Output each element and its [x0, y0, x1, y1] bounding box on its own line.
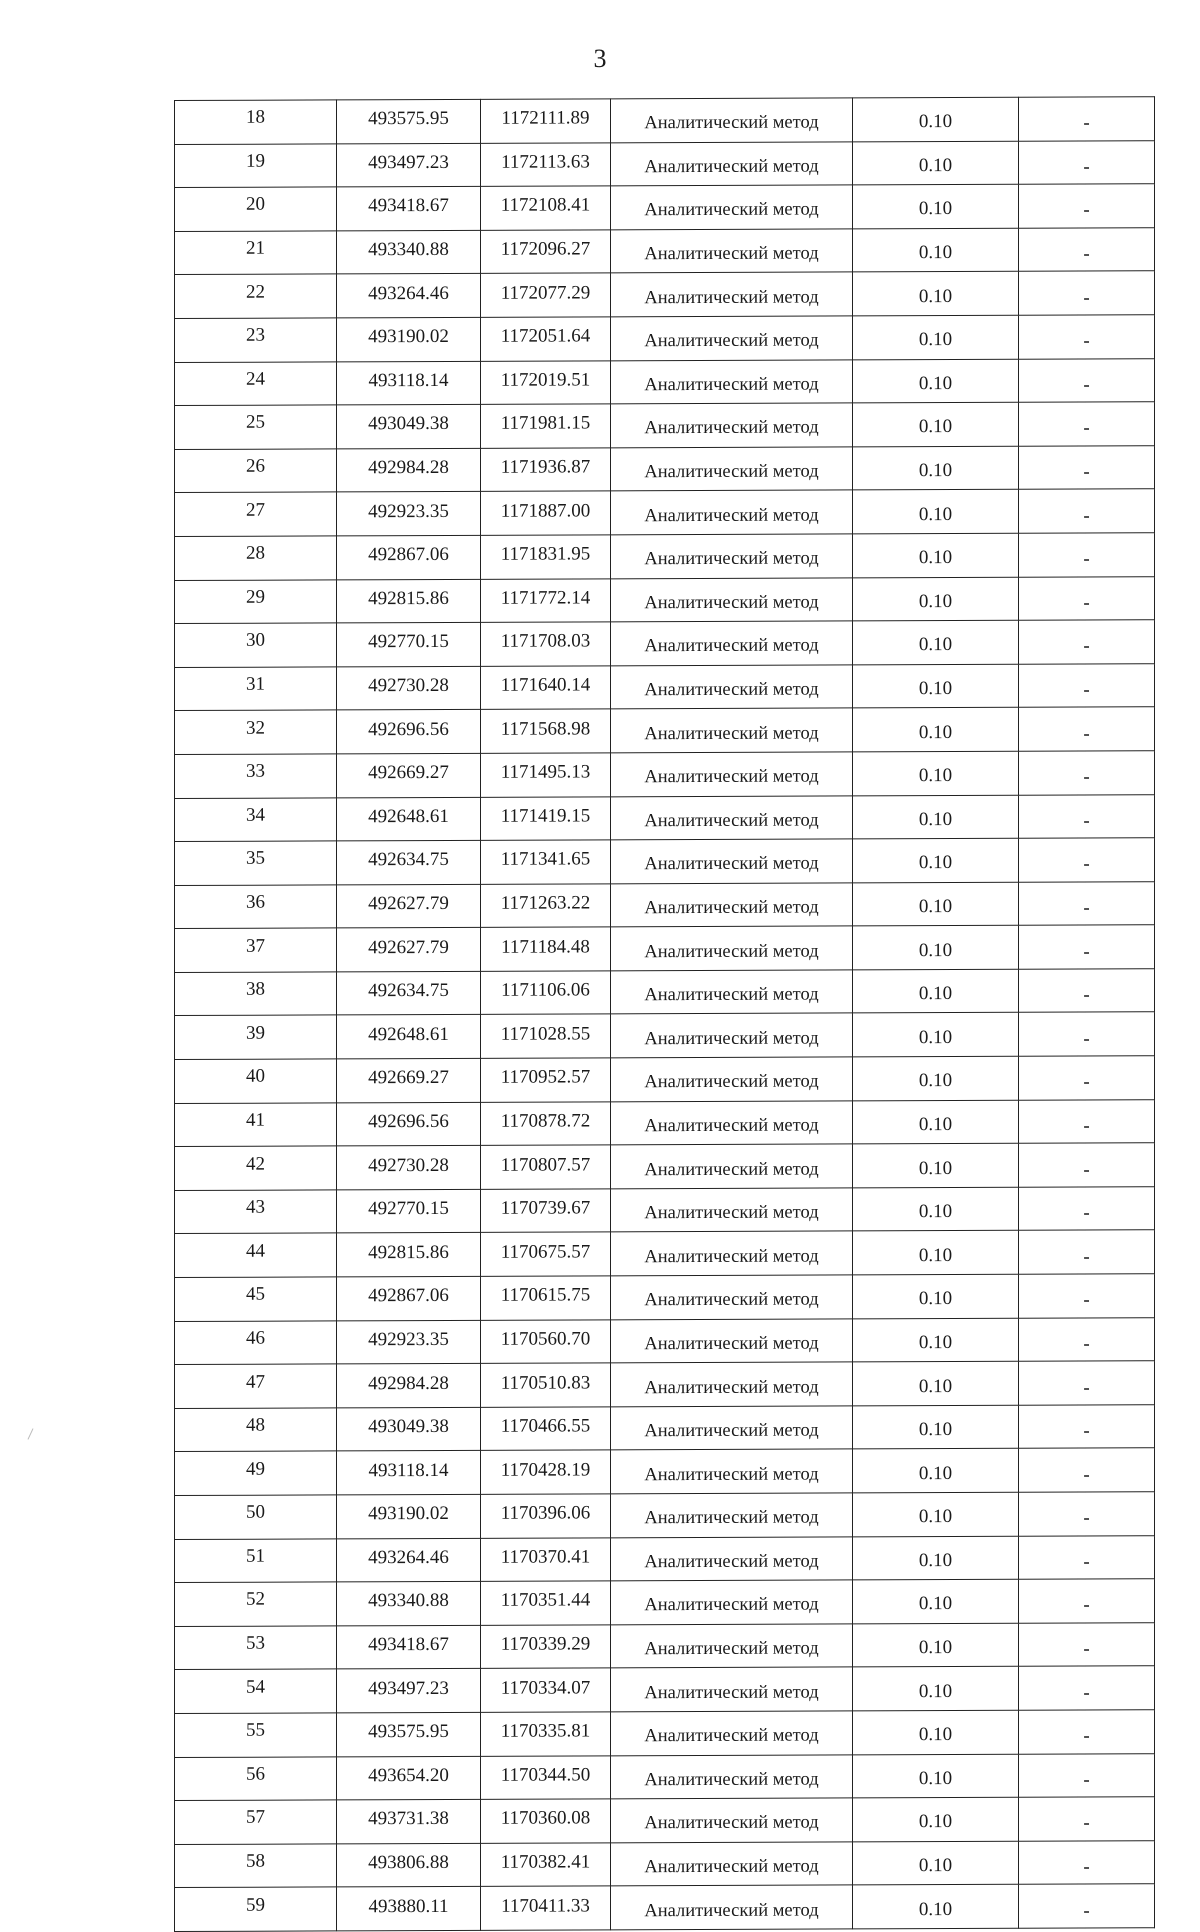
x-coordinate-cell: 492696.56 [337, 1102, 481, 1146]
method-cell: Аналитический метод [611, 272, 853, 317]
x-coordinate-cell: 493049.38 [337, 404, 481, 448]
y-coordinate-cell: 1170428.19 [481, 1450, 611, 1494]
x-coordinate-cell: 493418.67 [337, 187, 481, 231]
point-number-cell: 30 [175, 623, 337, 667]
y-coordinate-cell: 1170952.57 [481, 1058, 611, 1102]
method-cell: Аналитический метод [611, 1319, 853, 1364]
note-cell: - [1019, 1448, 1155, 1492]
note-cell: - [1019, 184, 1155, 228]
table-row [175, 1666, 1155, 1713]
method-cell: Аналитический метод [611, 141, 853, 186]
method-cell: Аналитический метод [611, 1493, 853, 1538]
table-row [175, 1448, 1155, 1495]
note-cell: - [1019, 925, 1155, 969]
table-row [175, 1623, 1155, 1670]
method-cell: Аналитический метод [611, 1536, 853, 1581]
table-row [175, 97, 1155, 144]
y-coordinate-cell: 1171640.14 [481, 666, 611, 710]
accuracy-cell: 0.10 [853, 1841, 1019, 1885]
method-cell: Аналитический метод [611, 970, 853, 1015]
x-coordinate-cell: 493190.02 [337, 1494, 481, 1538]
point-number-cell: 38 [175, 972, 337, 1016]
note-cell: - [1019, 881, 1155, 925]
point-number-cell: 31 [175, 667, 337, 711]
note-cell: - [1019, 228, 1155, 272]
note-cell: - [1019, 402, 1155, 446]
accuracy-cell: 0.10 [853, 882, 1019, 926]
point-number-cell: 22 [175, 274, 337, 318]
note-cell: - [1019, 751, 1155, 795]
accuracy-cell: 0.10 [853, 1623, 1019, 1667]
accuracy-cell: 0.10 [853, 1667, 1019, 1711]
point-number-cell: 53 [175, 1626, 337, 1670]
note-cell: - [1019, 1012, 1155, 1056]
method-cell: Аналитический метод [611, 795, 853, 840]
method-cell: Аналитический метод [611, 1057, 853, 1102]
y-coordinate-cell: 1171708.03 [481, 622, 611, 666]
y-coordinate-cell: 1171419.15 [481, 796, 611, 840]
y-coordinate-cell: 1172108.41 [481, 186, 611, 230]
table-row [175, 576, 1155, 623]
x-coordinate-cell: 492627.79 [337, 928, 481, 972]
y-coordinate-cell: 1170339.29 [481, 1625, 611, 1669]
point-number-cell: 39 [175, 1015, 337, 1059]
table-row [175, 1797, 1155, 1844]
x-coordinate-cell: 493190.02 [337, 317, 481, 361]
point-number-cell: 42 [175, 1146, 337, 1190]
accuracy-cell: 0.10 [853, 1885, 1019, 1929]
point-number-cell: 40 [175, 1059, 337, 1103]
point-number-cell: 23 [175, 318, 337, 362]
table-row [175, 1710, 1155, 1757]
y-coordinate-cell: 1171936.87 [481, 448, 611, 492]
table-row [175, 489, 1155, 536]
note-cell: - [1019, 1405, 1155, 1449]
note-cell: - [1019, 315, 1155, 359]
x-coordinate-cell: 493497.23 [337, 143, 481, 187]
y-coordinate-cell: 1170360.08 [481, 1799, 611, 1843]
point-number-cell: 19 [175, 143, 337, 187]
y-coordinate-cell: 1170351.44 [481, 1581, 611, 1625]
note-cell: - [1019, 1230, 1155, 1274]
table-row [175, 751, 1155, 798]
table-row [175, 707, 1155, 754]
y-coordinate-cell: 1170344.50 [481, 1755, 611, 1799]
x-coordinate-cell: 492627.79 [337, 884, 481, 928]
method-cell: Аналитический метод [611, 1580, 853, 1625]
point-number-cell: 50 [175, 1495, 337, 1539]
page-number: 3 [593, 44, 607, 73]
y-coordinate-cell: 1170675.57 [481, 1232, 611, 1276]
x-coordinate-cell: 493340.88 [337, 1582, 481, 1626]
table-row [175, 620, 1155, 667]
accuracy-cell: 0.10 [853, 228, 1019, 272]
note-cell: - [1019, 1056, 1155, 1100]
method-cell: Аналитический метод [611, 839, 853, 884]
note-cell: - [1019, 140, 1155, 184]
method-cell: Аналитический метод [611, 447, 853, 492]
y-coordinate-cell: 1171341.65 [481, 840, 611, 884]
y-coordinate-cell: 1172113.63 [481, 142, 611, 186]
x-coordinate-cell: 492867.06 [337, 1276, 481, 1320]
method-cell: Аналитический метод [611, 403, 853, 448]
note-cell: - [1019, 838, 1155, 882]
table-row [175, 1012, 1155, 1059]
method-cell: Аналитический метод [611, 490, 853, 535]
accuracy-cell: 0.10 [853, 1013, 1019, 1057]
y-coordinate-cell: 1170411.33 [481, 1886, 611, 1930]
method-cell: Аналитический метод [611, 1013, 853, 1058]
note-cell: - [1019, 445, 1155, 489]
accuracy-cell: 0.10 [853, 1056, 1019, 1100]
table-row [175, 1361, 1155, 1408]
method-cell: Аналитический метод [611, 752, 853, 797]
point-number-cell: 28 [175, 536, 337, 580]
accuracy-cell: 0.10 [853, 490, 1019, 534]
method-cell: Аналитический метод [611, 1798, 853, 1843]
table-row [175, 1143, 1155, 1190]
point-number-cell: 18 [175, 100, 337, 144]
accuracy-cell: 0.10 [853, 1187, 1019, 1231]
table-row [175, 1187, 1155, 1234]
x-coordinate-cell: 493497.23 [337, 1669, 481, 1713]
point-number-cell: 44 [175, 1233, 337, 1277]
x-coordinate-cell: 492770.15 [337, 1189, 481, 1233]
note-cell: - [1019, 533, 1155, 577]
table-row [175, 228, 1155, 275]
y-coordinate-cell: 1170466.55 [481, 1407, 611, 1451]
table-row [175, 140, 1155, 187]
point-number-cell: 49 [175, 1451, 337, 1495]
method-cell: Аналитический метод [611, 316, 853, 361]
x-coordinate-cell: 493264.46 [337, 1538, 481, 1582]
y-coordinate-cell: 1170560.70 [481, 1319, 611, 1363]
table-row [175, 271, 1155, 318]
y-coordinate-cell: 1170382.41 [481, 1843, 611, 1887]
y-coordinate-cell: 1172111.89 [481, 99, 611, 143]
x-coordinate-cell: 492923.35 [337, 1320, 481, 1364]
accuracy-cell: 0.10 [853, 838, 1019, 882]
accuracy-cell: 0.10 [853, 141, 1019, 185]
x-coordinate-cell: 492730.28 [337, 1146, 481, 1190]
point-number-cell: 36 [175, 885, 337, 929]
accuracy-cell: 0.10 [853, 1449, 1019, 1493]
note-cell: - [1019, 1274, 1155, 1318]
point-number-cell: 35 [175, 841, 337, 885]
point-number-cell: 24 [175, 361, 337, 405]
y-coordinate-cell: 1170510.83 [481, 1363, 611, 1407]
point-number-cell: 26 [175, 449, 337, 493]
x-coordinate-cell: 493880.11 [337, 1887, 481, 1931]
point-number-cell: 20 [175, 187, 337, 231]
accuracy-cell: 0.10 [853, 926, 1019, 970]
table-row [175, 184, 1155, 231]
method-cell: Аналитический метод [611, 98, 853, 143]
x-coordinate-cell: 493654.20 [337, 1756, 481, 1800]
method-cell: Аналитический метод [611, 1144, 853, 1189]
method-cell: Аналитический метод [611, 1101, 853, 1146]
accuracy-cell: 0.10 [853, 97, 1019, 141]
point-number-cell: 51 [175, 1538, 337, 1582]
method-cell: Аналитический метод [611, 185, 853, 230]
table-row [175, 1317, 1155, 1364]
table-row [175, 445, 1155, 492]
table-row [175, 1535, 1155, 1582]
point-number-cell: 41 [175, 1103, 337, 1147]
accuracy-cell: 0.10 [853, 533, 1019, 577]
y-coordinate-cell: 1171887.00 [481, 491, 611, 535]
table-row [175, 1753, 1155, 1800]
note-cell: - [1019, 1666, 1155, 1710]
x-coordinate-cell: 492696.56 [337, 710, 481, 754]
method-cell: Аналитический метод [611, 883, 853, 928]
table-row [175, 358, 1155, 405]
x-coordinate-cell: 493575.95 [337, 1712, 481, 1756]
y-coordinate-cell: 1172096.27 [481, 230, 611, 274]
method-cell: Аналитический метод [611, 1754, 853, 1799]
table-row [175, 794, 1155, 841]
method-cell: Аналитический метод [611, 1188, 853, 1233]
point-number-cell: 45 [175, 1277, 337, 1321]
note-cell: - [1019, 1623, 1155, 1667]
accuracy-cell: 0.10 [853, 1100, 1019, 1144]
method-cell: Аналитический метод [611, 1231, 853, 1276]
note-cell: - [1019, 1187, 1155, 1231]
y-coordinate-cell: 1170807.57 [481, 1145, 611, 1189]
table-row [175, 1056, 1155, 1103]
method-cell: Аналитический метод [611, 1449, 853, 1494]
point-number-cell: 46 [175, 1321, 337, 1365]
point-number-cell: 59 [175, 1887, 337, 1931]
y-coordinate-cell: 1171184.48 [481, 927, 611, 971]
note-cell: - [1019, 1492, 1155, 1536]
method-cell: Аналитический метод [611, 1711, 853, 1756]
note-cell: - [1019, 1361, 1155, 1405]
coordinates-table-body [175, 97, 1155, 1932]
point-number-cell: 58 [175, 1844, 337, 1888]
point-number-cell: 43 [175, 1190, 337, 1234]
x-coordinate-cell: 492815.86 [337, 1233, 481, 1277]
point-number-cell: 48 [175, 1408, 337, 1452]
accuracy-cell: 0.10 [853, 1754, 1019, 1798]
table-row [175, 1099, 1155, 1146]
x-coordinate-cell: 493575.95 [337, 99, 481, 143]
note-cell: - [1019, 1143, 1155, 1187]
accuracy-cell: 0.10 [853, 1318, 1019, 1362]
table-row [175, 1579, 1155, 1626]
accuracy-cell: 0.10 [853, 1797, 1019, 1841]
x-coordinate-cell: 492669.27 [337, 1058, 481, 1102]
accuracy-cell: 0.10 [853, 1405, 1019, 1449]
note-cell: - [1019, 1797, 1155, 1841]
x-coordinate-cell: 493806.88 [337, 1843, 481, 1887]
point-number-cell: 55 [175, 1713, 337, 1757]
table-row [175, 1840, 1155, 1887]
y-coordinate-cell: 1170615.75 [481, 1276, 611, 1320]
table-row [175, 533, 1155, 580]
x-coordinate-cell: 493049.38 [337, 1407, 481, 1451]
y-coordinate-cell: 1171263.22 [481, 884, 611, 928]
note-cell: - [1019, 794, 1155, 838]
table-row [175, 881, 1155, 928]
y-coordinate-cell: 1170396.06 [481, 1494, 611, 1538]
y-coordinate-cell: 1170739.67 [481, 1189, 611, 1233]
x-coordinate-cell: 492648.61 [337, 1015, 481, 1059]
x-coordinate-cell: 493418.67 [337, 1625, 481, 1669]
table-row [175, 663, 1155, 710]
x-coordinate-cell: 492867.06 [337, 535, 481, 579]
accuracy-cell: 0.10 [853, 1492, 1019, 1536]
table-row [175, 1274, 1155, 1321]
point-number-cell: 32 [175, 710, 337, 754]
note-cell: - [1019, 576, 1155, 620]
accuracy-cell: 0.10 [853, 446, 1019, 490]
x-coordinate-cell: 493118.14 [337, 1451, 481, 1495]
method-cell: Аналитический метод [611, 621, 853, 666]
table-row [175, 402, 1155, 449]
point-number-cell: 54 [175, 1669, 337, 1713]
y-coordinate-cell: 1170878.72 [481, 1101, 611, 1145]
y-coordinate-cell: 1171106.06 [481, 971, 611, 1015]
y-coordinate-cell: 1171495.13 [481, 753, 611, 797]
note-cell: - [1019, 1710, 1155, 1754]
note-cell: - [1019, 969, 1155, 1013]
note-cell: - [1019, 1317, 1155, 1361]
method-cell: Аналитический метод [611, 926, 853, 971]
y-coordinate-cell: 1171772.14 [481, 578, 611, 622]
point-number-cell: 25 [175, 405, 337, 449]
x-coordinate-cell: 492634.75 [337, 840, 481, 884]
accuracy-cell: 0.10 [853, 1536, 1019, 1580]
accuracy-cell: 0.10 [853, 1361, 1019, 1405]
accuracy-cell: 0.10 [853, 402, 1019, 446]
y-coordinate-cell: 1170370.41 [481, 1537, 611, 1581]
point-number-cell: 27 [175, 492, 337, 536]
point-number-cell: 29 [175, 579, 337, 623]
note-cell: - [1019, 707, 1155, 751]
note-cell: - [1019, 1753, 1155, 1797]
note-cell: - [1019, 1099, 1155, 1143]
method-cell: Аналитический метод [611, 359, 853, 404]
note-cell: - [1019, 663, 1155, 707]
point-number-cell: 21 [175, 231, 337, 275]
note-cell: - [1019, 97, 1155, 141]
table-row [175, 315, 1155, 362]
x-coordinate-cell: 492984.28 [337, 448, 481, 492]
y-coordinate-cell: 1171831.95 [481, 535, 611, 579]
table-row [175, 1230, 1155, 1277]
point-number-cell: 57 [175, 1800, 337, 1844]
method-cell: Аналитический метод [611, 534, 853, 579]
accuracy-cell: 0.10 [853, 1274, 1019, 1318]
x-coordinate-cell: 493731.38 [337, 1799, 481, 1843]
method-cell: Аналитический метод [611, 1885, 853, 1930]
accuracy-cell: 0.10 [853, 184, 1019, 228]
note-cell: - [1019, 1579, 1155, 1623]
method-cell: Аналитический метод [611, 1842, 853, 1887]
method-cell: Аналитический метод [611, 1362, 853, 1407]
method-cell: Аналитический метод [611, 1406, 853, 1451]
table-row [175, 969, 1155, 1016]
y-coordinate-cell: 1171981.15 [481, 404, 611, 448]
method-cell: Аналитический метод [611, 577, 853, 622]
method-cell: Аналитический метод [611, 708, 853, 753]
accuracy-cell: 0.10 [853, 1144, 1019, 1188]
accuracy-cell: 0.10 [853, 1579, 1019, 1623]
y-coordinate-cell: 1170334.07 [481, 1668, 611, 1712]
note-cell: - [1019, 489, 1155, 533]
x-coordinate-cell: 492634.75 [337, 971, 481, 1015]
y-coordinate-cell: 1170335.81 [481, 1712, 611, 1756]
y-coordinate-cell: 1172051.64 [481, 317, 611, 361]
y-coordinate-cell: 1172077.29 [481, 273, 611, 317]
x-coordinate-cell: 492669.27 [337, 753, 481, 797]
table-row [175, 838, 1155, 885]
x-coordinate-cell: 492815.86 [337, 579, 481, 623]
point-number-cell: 33 [175, 754, 337, 798]
coordinates-table [174, 96, 1155, 1932]
accuracy-cell: 0.10 [853, 664, 1019, 708]
accuracy-cell: 0.10 [853, 359, 1019, 403]
method-cell: Аналитический метод [611, 665, 853, 710]
x-coordinate-cell: 493118.14 [337, 361, 481, 405]
note-cell: - [1019, 1840, 1155, 1884]
accuracy-cell: 0.10 [853, 1231, 1019, 1275]
point-number-cell: 56 [175, 1756, 337, 1800]
method-cell: Аналитический метод [611, 1667, 853, 1712]
note-cell: - [1019, 358, 1155, 402]
method-cell: Аналитический метод [611, 1275, 853, 1320]
y-coordinate-cell: 1171568.98 [481, 709, 611, 753]
accuracy-cell: 0.10 [853, 315, 1019, 359]
table-row [175, 1405, 1155, 1452]
accuracy-cell: 0.10 [853, 969, 1019, 1013]
x-coordinate-cell: 493340.88 [337, 230, 481, 274]
method-cell: Аналитический метод [611, 229, 853, 274]
accuracy-cell: 0.10 [853, 1710, 1019, 1754]
x-coordinate-cell: 492648.61 [337, 797, 481, 841]
point-number-cell: 37 [175, 928, 337, 972]
x-coordinate-cell: 492770.15 [337, 622, 481, 666]
method-cell: Аналитический метод [611, 1624, 853, 1669]
accuracy-cell: 0.10 [853, 751, 1019, 795]
table-row [175, 925, 1155, 972]
x-coordinate-cell: 493264.46 [337, 274, 481, 318]
margin-mark [28, 1428, 34, 1439]
y-coordinate-cell: 1171028.55 [481, 1014, 611, 1058]
table-row [175, 1492, 1155, 1539]
y-coordinate-cell: 1172019.51 [481, 360, 611, 404]
x-coordinate-cell: 492923.35 [337, 492, 481, 536]
note-cell: - [1019, 1535, 1155, 1579]
accuracy-cell: 0.10 [853, 708, 1019, 752]
accuracy-cell: 0.10 [853, 577, 1019, 621]
point-number-cell: 47 [175, 1364, 337, 1408]
table-row [175, 1884, 1155, 1931]
point-number-cell: 52 [175, 1582, 337, 1626]
x-coordinate-cell: 492984.28 [337, 1364, 481, 1408]
accuracy-cell: 0.10 [853, 620, 1019, 664]
note-cell: - [1019, 1884, 1155, 1928]
note-cell: - [1019, 620, 1155, 664]
accuracy-cell: 0.10 [853, 272, 1019, 316]
note-cell: - [1019, 271, 1155, 315]
accuracy-cell: 0.10 [853, 795, 1019, 839]
x-coordinate-cell: 492730.28 [337, 666, 481, 710]
point-number-cell: 34 [175, 797, 337, 841]
